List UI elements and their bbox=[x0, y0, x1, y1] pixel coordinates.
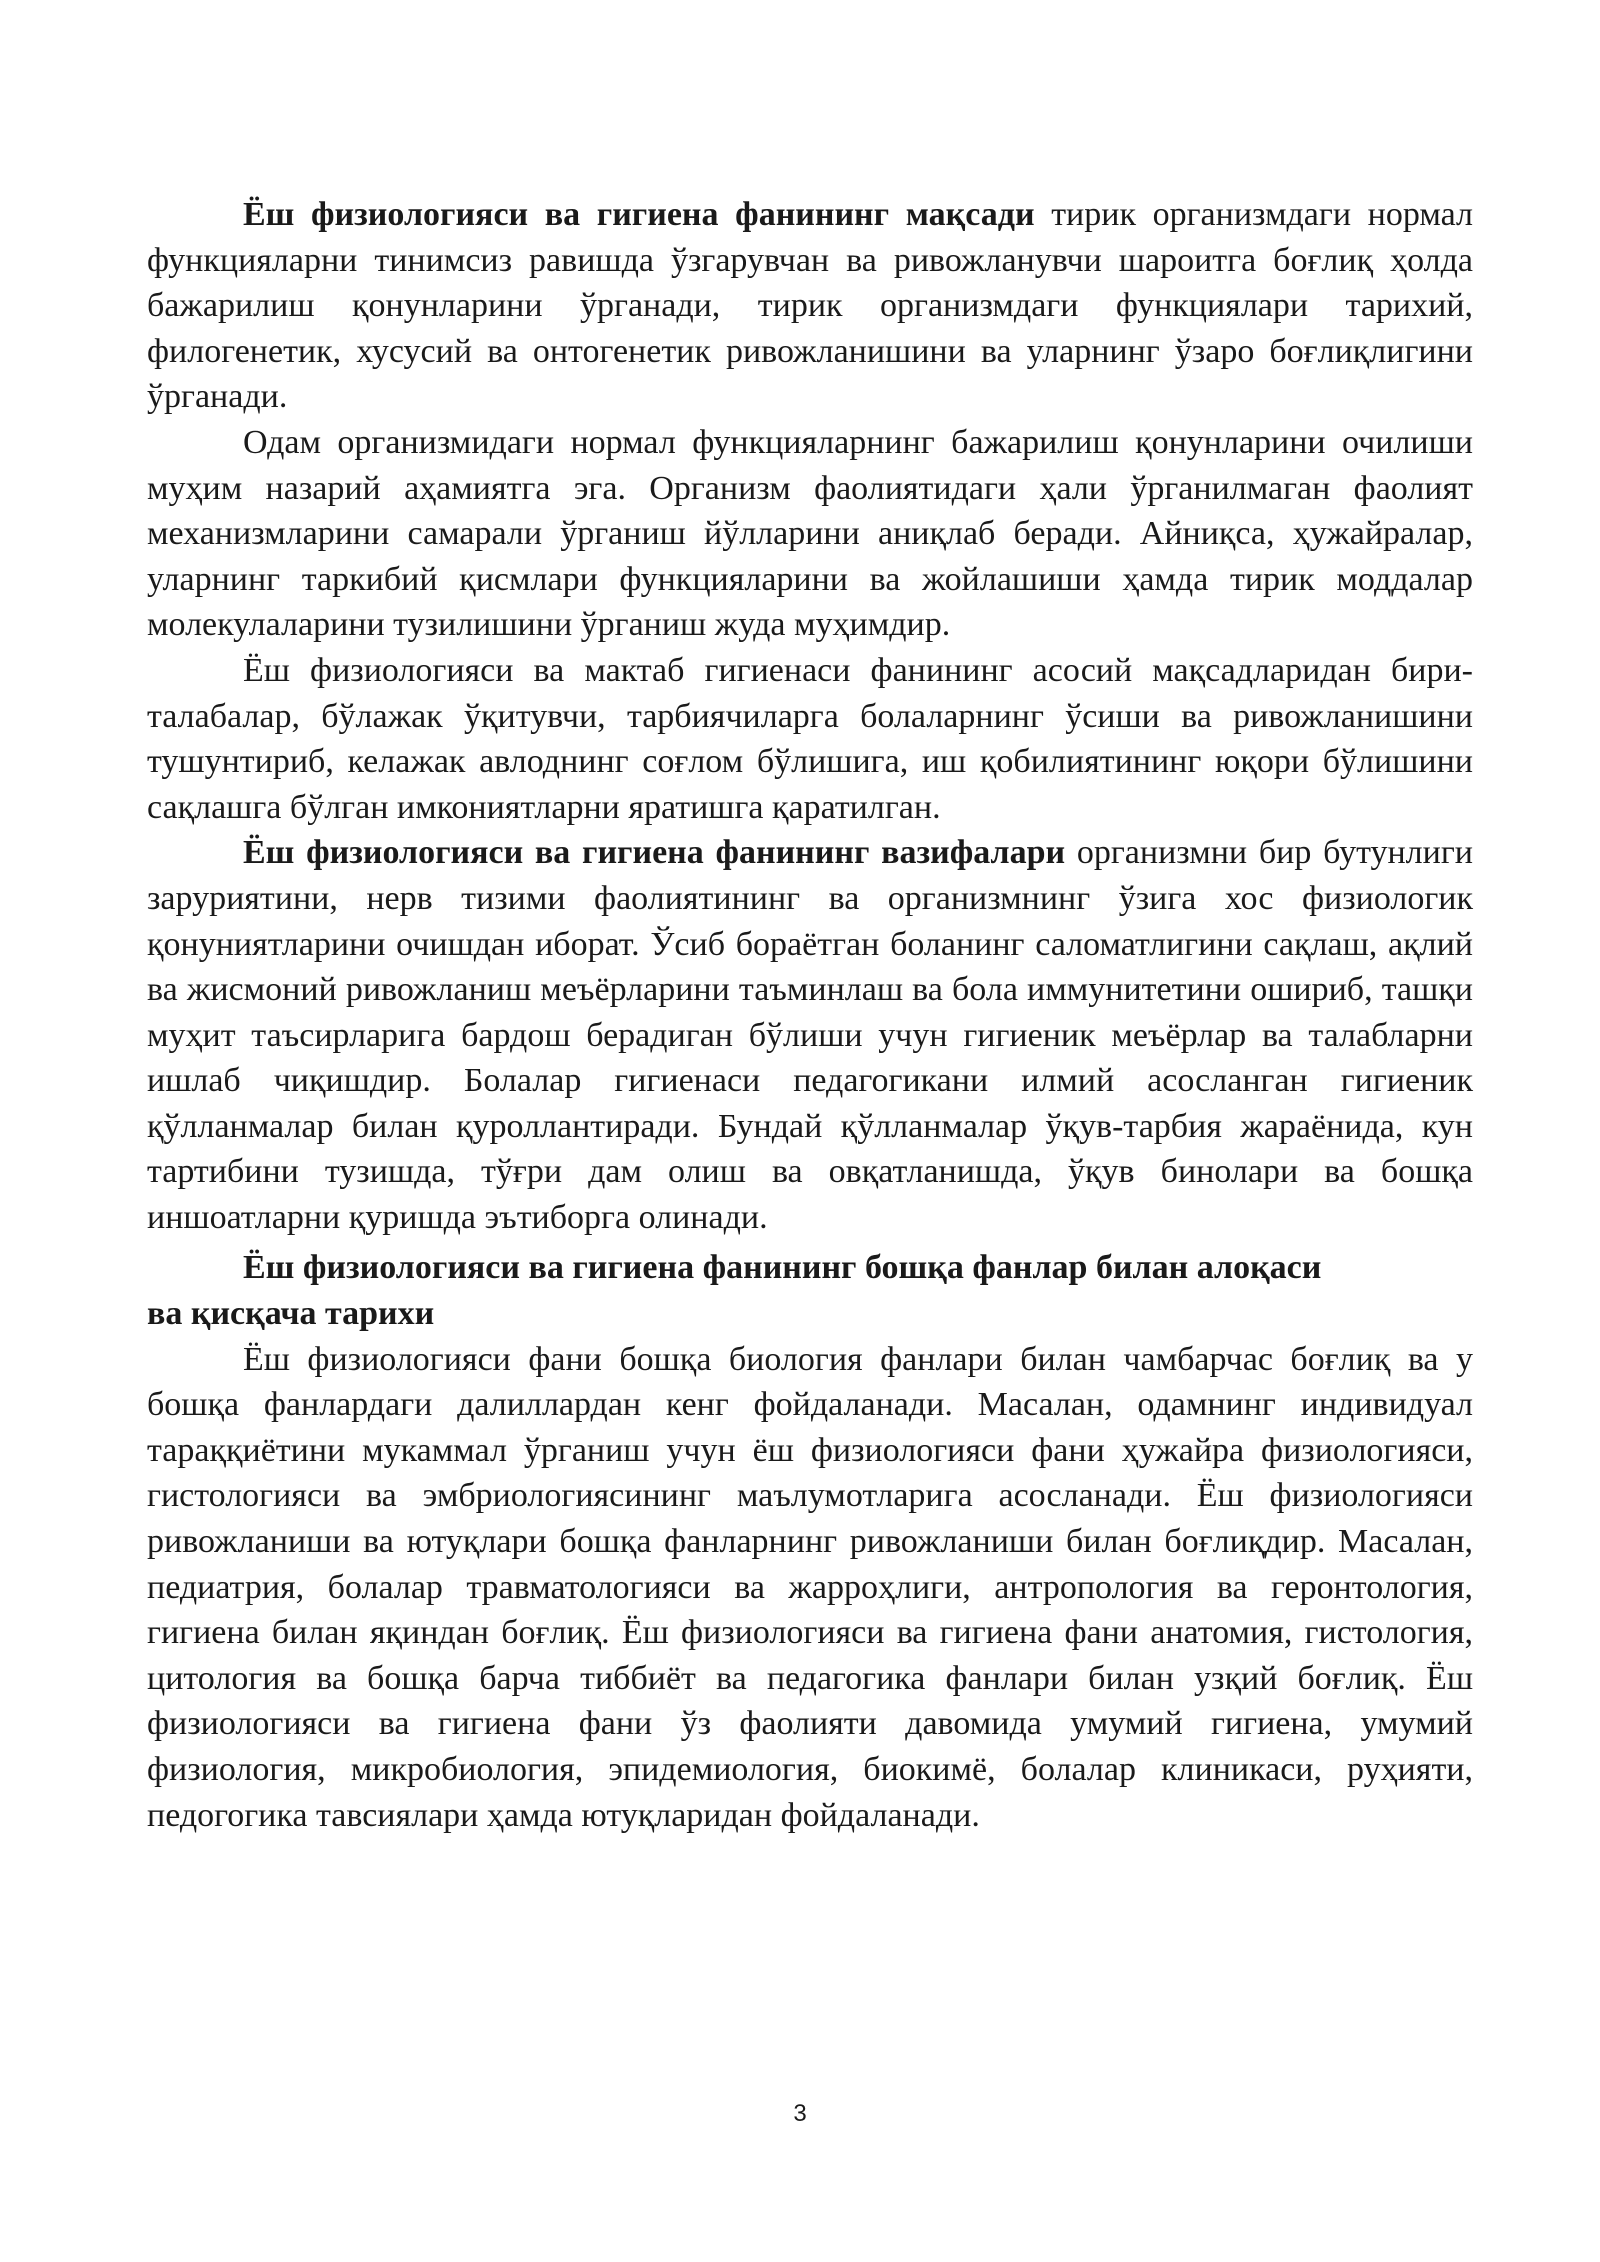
paragraph-goal-text: тирик организмдаги нормал функцияларни тинимсиз равишда ўзгарувчан ва ривожланувчи шароитга боғлиқ ҳолда бажарилиш қонунларини ўрганади, тирик организмдаги функциялари тарихий, филогенетик, хусусий ва онтогенетик ривожланишини ва уларнинг ўзаро боғлиқлигини ўрганади. bbox=[147, 196, 1473, 416]
section-heading-line-1: Ёш физиологияси ва гигиена фанининг бошқа фанлар билан алоқаси bbox=[243, 1248, 1322, 1286]
section-heading-line-2: ва қисқача тарихи bbox=[147, 1294, 435, 1332]
document-body bbox=[147, 192, 1473, 1838]
paragraph-tasks-title: Ёш физиологияси ва гигиена фанининг вазифалари bbox=[243, 834, 1066, 872]
paragraph-tasks bbox=[147, 830, 1473, 1240]
page-number: 3 bbox=[793, 2100, 807, 2127]
paragraph-goal-title: Ёш физиологияси ва гигиена фанининг мақсади bbox=[243, 196, 1035, 233]
paragraph-goal bbox=[147, 192, 1473, 420]
paragraph-main-goals-text: Ёш физиологияси ва мактаб гигиенаси фанининг асосий мақсадларидан бири-талабалар, бўлажак ўқитувчи, тарбиячиларга болаларнинг ўсиши ва ривожланишини тушунтириб, келажак авлоднинг соғлом бўлишига, иш қобилиятининг юқори бўлишини сақлашга бўлган имкониятларни яратишга қаратилган. bbox=[147, 651, 1473, 826]
paragraph-tasks-text: организмни бир бутунлиги заруриятини, нерв тизими фаолиятининг ва организмнинг ўзига хос физиологик қонуниятларини очишдан иборат. Ўсиб бораётган боланинг саломатлигини сақлаш, ақлий ва жисмоний ривожланиш меъёрларини таъминлаш ва бола иммунитетини ошириб, ташқи муҳит таъсирларига бардош берадиган бўлиши учун гигиеник меъёрлар ва талабларни ишлаб чиқишдир. Болалар гигиенаси педагогикани илмий асосланган гигиеник қўлланмалар билан қуроллантиради. Бундай қўлланмалар ўқув-тарбия жараёнида, кун тартибини тузишда, тўғри дам олиш ва овқатланишда, ўқув бинолари ва бошқа иншоатларни қуришда эътиборга олинади. bbox=[147, 834, 1473, 1237]
paragraph-relations-text: Ёш физиологияси фани бошқа биология фанлари билан чамбарчас боғлиқ ва у бошқа фанлардаги далиллардан кенг фойдаланади. Масалан, одамнинг индивидуал тараққиётини мукаммал ўрганиш учун ёш физиологияси фани ҳужайра физиологияси, гистологияси ва эмбриологиясининг маълумотларига асосланади. Ёш физиологияси ривожланиши ва ютуқлари бошқа фанларнинг ривожланиши билан боғлиқдир. Масалан, педиатрия, болалар травматологияси ва жарроҳлиги, антропология ва геронтология, гигиена билан яқиндан боғлиқ. Ёш физиологияси ва гигиена фани анатомия, гистология, цитология ва бошқа барча тиббиёт ва педагогика фанлари билан узқий боғлиқ. Ёш физиологияси ва гигиена фани ўз фаолияти давомида умумий гигиена, умумий физиология, микробиология, эпидемиология, биокимё, болалар клиникаси, руҳияти, педогогика тавсиялари ҳамда ютуқларидан фойдаланади. bbox=[147, 1340, 1473, 1834]
paragraph-relations bbox=[147, 1337, 1473, 1839]
section-heading bbox=[147, 1245, 1473, 1337]
paragraph-laws-text: Одам организмидаги нормал функцияларнинг бажарилиш қонунларини очилиши муҳим назарий аҳамиятга эга. Организм фаолиятидаги ҳали ўрганилмаган фаолият механизмларини самарали ўрганиш йўлларини аниқлаб беради. Айниқса, ҳужайралар, уларнинг таркибий қисмлари функцияларини ва жойлашиши ҳамда тирик моддалар молекулаларини тузилишини ўрганиш жуда муҳимдир. bbox=[147, 423, 1473, 644]
paragraph-main-goals bbox=[147, 648, 1473, 830]
paragraph-laws bbox=[147, 420, 1473, 648]
